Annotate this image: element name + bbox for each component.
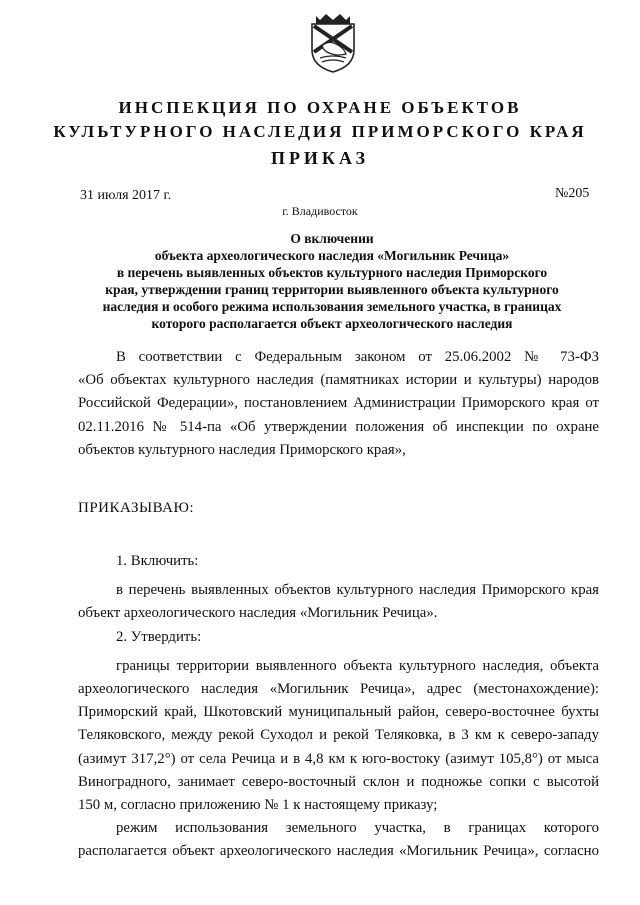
subject-line: объекта археологического наследия «Могильник Речица»: [154, 248, 510, 263]
item-2b-line: располагается объект археологического наследия «Могильник Речица», согласно: [78, 843, 599, 860]
organization-name: [0, 96, 640, 144]
order-word: ПРИКАЗЫВАЮ:: [78, 500, 195, 516]
subject-line: О включении: [290, 231, 374, 246]
preamble-line: 02.11.2016 № 514-па «Об утверждении положения об инспекции по охране: [78, 418, 599, 435]
document-date: 31 июля 2017 г.: [80, 188, 172, 203]
item-2-line: Виноградного, занимает северо-восточный склон и подножье сопки с высотой: [78, 773, 599, 790]
order-items: [78, 550, 599, 864]
org-line-2: КУЛЬТУРНОГО НАСЛЕДИЯ ПРИМОРСКОГО КРАЯ: [53, 122, 587, 141]
item-2-line: 150 м, согласно приложению № 1 к настоящему приказу;: [78, 797, 438, 814]
preamble-paragraph: [78, 346, 599, 462]
document-number: №205: [555, 186, 590, 201]
item-1-line: в перечень выявленных объектов культурного наследия Приморского края: [116, 582, 599, 599]
preamble-line: «Об объектах культурного наследия (памятниках истории и культуры) народов: [78, 372, 599, 389]
item-1-line: объект археологического наследия «Могильник Речица».: [78, 605, 438, 622]
item-1-heading: 1. Включить:: [116, 553, 199, 569]
item-2-heading: 2. Утвердить:: [116, 628, 202, 645]
preamble-line: В соответствии с Федеральным законом от 25.06.2002 № 73-ФЗ: [116, 349, 599, 365]
coat-of-arms-icon: [308, 10, 358, 74]
item-2-line: границы территории выявленного объекта культурного наследия, объекта: [116, 657, 599, 674]
document-type: ПРИКАЗ: [270, 148, 370, 168]
item-2-line: Теляковского, между рекой Суходол и рекой Теляковка, в 3 км к северо-западу: [78, 727, 599, 744]
subject-line: края, утверждении границ территории выявленного объекта культурного: [105, 282, 559, 297]
subject-line: которого располагается объект археологического наследия: [151, 316, 513, 331]
document-subject: [62, 230, 602, 332]
preamble-line: объектов культурного наследия Приморского края»,: [78, 441, 406, 458]
item-2b-line: режим использования земельного участка, в границах которого: [116, 820, 599, 837]
item-2-line: Приморский край, Шкотовский муниципальный район, северо-восточнее бухты: [78, 704, 599, 721]
subject-line: в перечень выявленных объектов культурного наследия Приморского: [116, 265, 548, 280]
item-2-line: (азимут 317,2°) от села Речица и в 4,8 км к юго-востоку (азимут 105,8°) от мыса: [78, 750, 599, 767]
item-2-line: археологического наследия «Могильник Речица», адрес (местонахождение):: [78, 681, 599, 698]
subject-line: наследия и особого режима использования земельного участка, в границах: [102, 299, 562, 314]
document-city: г. Владивосток: [282, 204, 358, 218]
preamble-line: Российской Федерации», постановлением Администрации Приморского края от: [78, 395, 599, 412]
org-line-1: ИНСПЕКЦИЯ ПО ОХРАНЕ ОБЪЕКТОВ: [118, 98, 522, 117]
